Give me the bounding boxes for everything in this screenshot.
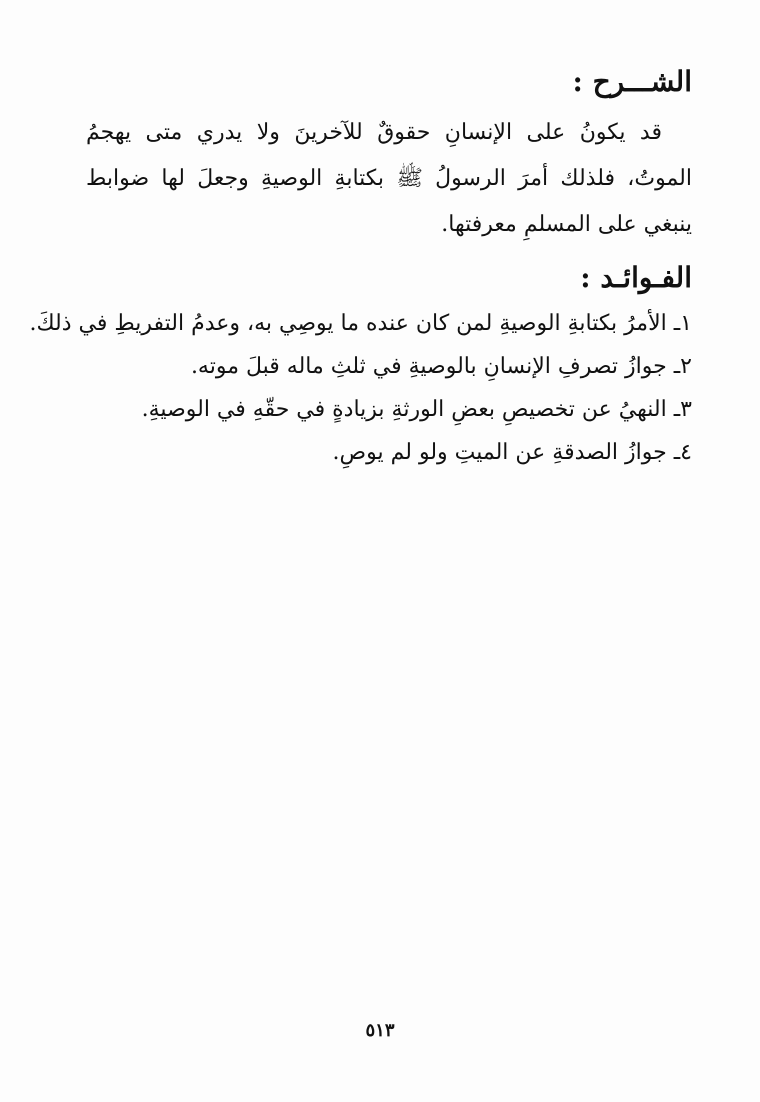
page-content xyxy=(29,58,692,474)
commentary-paragraph: قد يكونُ على الإنسانِ حقوقٌ للآخرينَ ولا يدري متى يهجمُ الموتُ، فلذلك أمرَ الرسولُ ﷺ بكتابةِ الوصيةِ وجعلَ لها ضوابط ينبغي على المسلمِ معرفتها. xyxy=(86,120,692,237)
benefits-heading: الفـوائـد : xyxy=(580,261,692,294)
page-number: ٥١٣ xyxy=(365,1020,395,1041)
benefit-item: ٣ـ النهيُ عن تخصيصِ بعضِ الورثةِ بزيادةٍ في حقّهِ في الوصيةِ. xyxy=(141,397,692,422)
benefit-item: ٤ـ جوازُ الصدقةِ عن الميتِ ولو لم يوصِ. xyxy=(332,440,692,465)
benefit-item: ١ـ الأمرُ بكتابةِ الوصيةِ لمن كان عنده ما يوصِي به، وعدمُ التفريطِ في ذلكَ. xyxy=(29,311,692,336)
benefit-item: ٢ـ جوازُ تصرفِ الإنسانِ بالوصيةِ في ثلثِ ماله قبلَ موته. xyxy=(190,354,692,379)
commentary-heading: الشـــرح : xyxy=(572,65,692,98)
benefits-list xyxy=(29,302,692,474)
